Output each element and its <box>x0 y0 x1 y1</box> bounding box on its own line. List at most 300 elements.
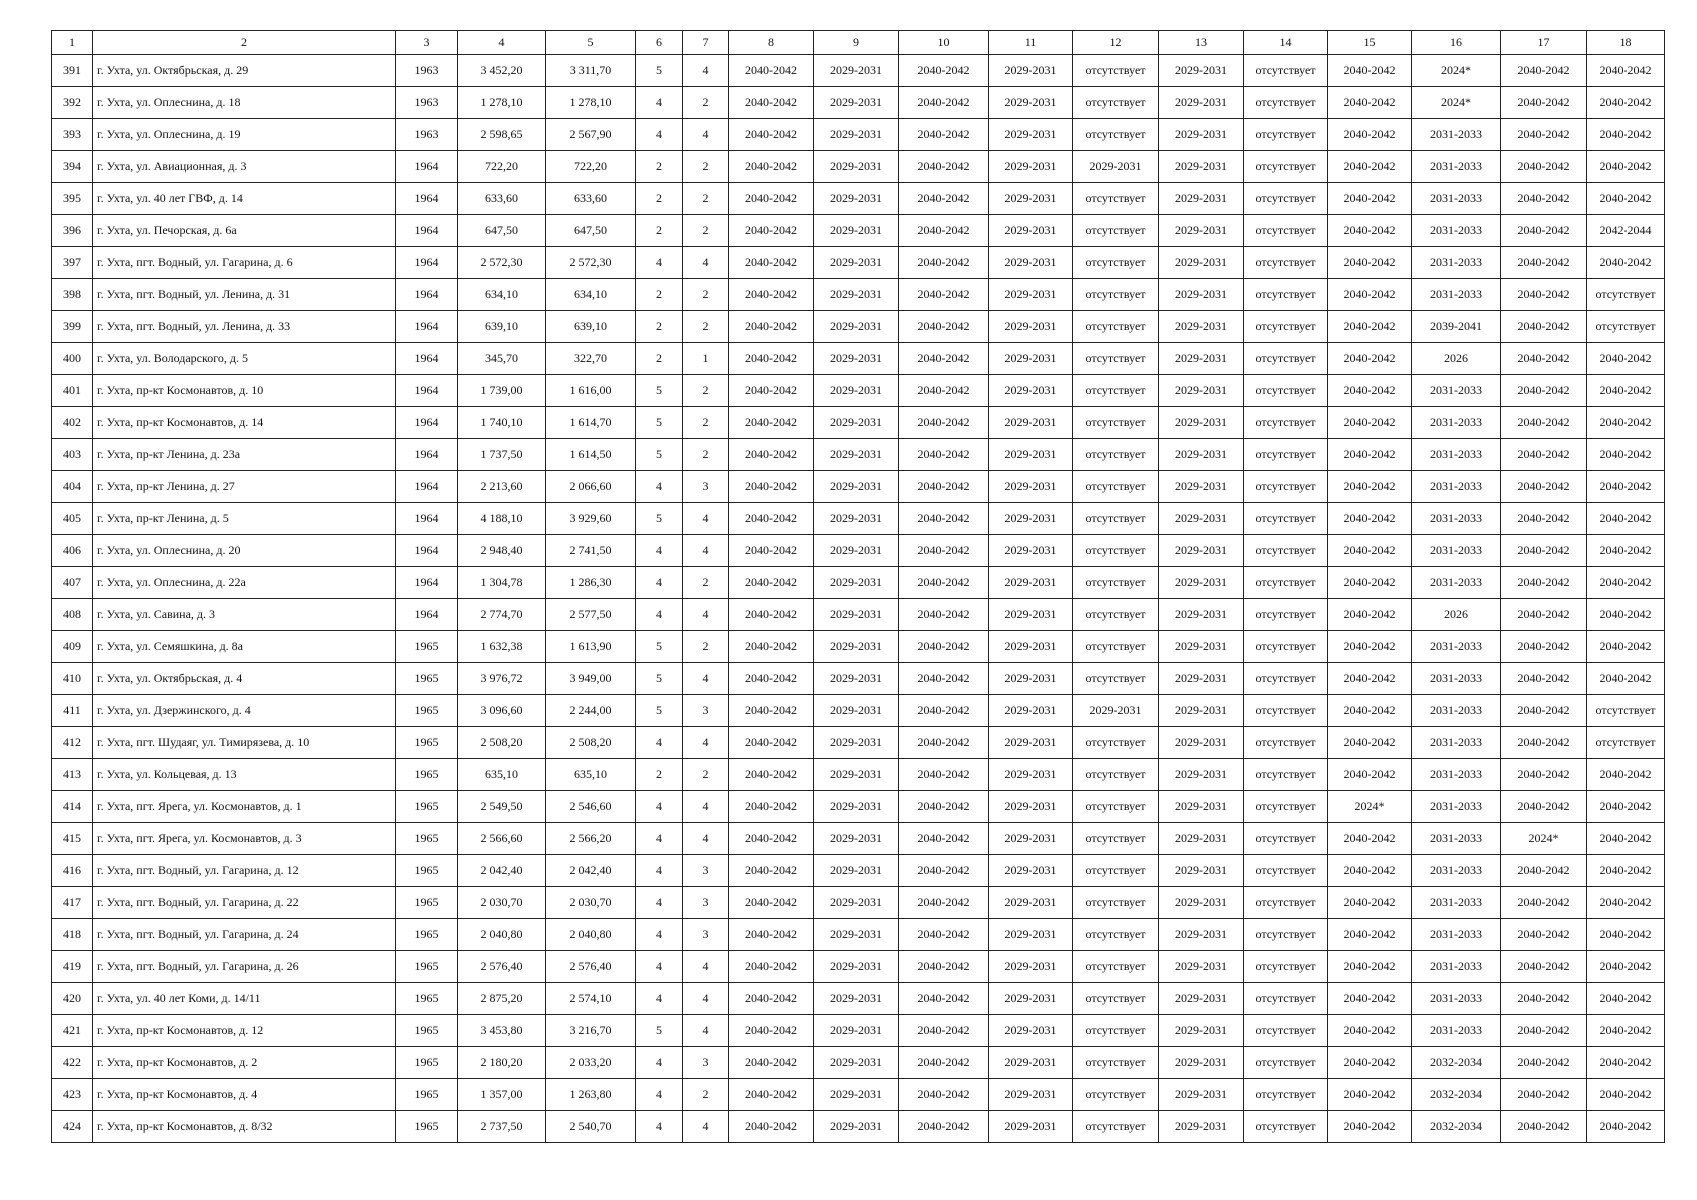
table-cell: 647,50 <box>458 215 546 247</box>
table-cell: отсутствует <box>1244 407 1328 439</box>
table-cell: 2040-2042 <box>729 407 814 439</box>
address-cell: г. Ухта, пр-кт Космонавтов, д. 2 <box>93 1047 396 1079</box>
table-cell: 3 <box>683 855 729 887</box>
table-cell: 2040-2042 <box>1587 1015 1665 1047</box>
table-cell: отсутствует <box>1244 855 1328 887</box>
table-cell: 4 <box>683 823 729 855</box>
table-cell: 3 452,20 <box>458 55 546 87</box>
table-cell: 2029-2031 <box>989 951 1073 983</box>
table-cell: 2029-2031 <box>814 727 899 759</box>
table-cell: 2040-2042 <box>1328 343 1412 375</box>
table-cell: 2040-2042 <box>899 151 989 183</box>
table-cell: 2040-2042 <box>1328 535 1412 567</box>
table-cell: 2029-2031 <box>814 119 899 151</box>
table-row <box>52 535 1665 567</box>
table-cell: 1 304,78 <box>458 567 546 599</box>
table-cell: 2040-2042 <box>729 471 814 503</box>
row-number-cell: 405 <box>52 503 93 535</box>
table-cell: 2040-2042 <box>1501 663 1587 695</box>
table-cell: 2040-2042 <box>899 1015 989 1047</box>
table-cell: отсутствует <box>1244 215 1328 247</box>
table-cell: 2040-2042 <box>1587 151 1665 183</box>
column-number-cell: 15 <box>1328 31 1412 55</box>
table-cell: 4 <box>636 791 683 823</box>
table-cell: 2 <box>683 1079 729 1111</box>
table-cell: 2040-2042 <box>1587 1111 1665 1143</box>
table-cell: 2026 <box>1412 599 1501 631</box>
table-cell: 4 <box>636 567 683 599</box>
table-cell: 2040-2042 <box>899 727 989 759</box>
table-cell: 1 <box>683 343 729 375</box>
table-cell: 1964 <box>396 279 458 311</box>
column-number-cell: 17 <box>1501 31 1587 55</box>
table-cell: 2040-2042 <box>899 503 989 535</box>
table-cell: отсутствует <box>1244 823 1328 855</box>
row-number-cell: 418 <box>52 919 93 951</box>
table-cell: 2029-2031 <box>1159 1015 1244 1047</box>
table-cell: 2040-2042 <box>899 247 989 279</box>
table-cell: 2040-2042 <box>729 343 814 375</box>
table-body <box>52 31 1665 1143</box>
table-row <box>52 567 1665 599</box>
table-cell: 2040-2042 <box>1501 279 1587 311</box>
table-cell: 2029-2031 <box>989 503 1073 535</box>
table-cell: 2029-2031 <box>1159 919 1244 951</box>
table-cell: 2029-2031 <box>1159 695 1244 727</box>
table-cell: 2031-2033 <box>1412 183 1501 215</box>
table-row <box>52 503 1665 535</box>
table-cell: 2040-2042 <box>1501 791 1587 823</box>
table-cell: 5 <box>636 55 683 87</box>
table-cell: 2040-2042 <box>729 503 814 535</box>
table-cell: 2040-2042 <box>899 439 989 471</box>
table-cell: 2029-2031 <box>814 55 899 87</box>
register-table <box>51 30 1665 1143</box>
table-cell: 2029-2031 <box>1159 663 1244 695</box>
table-cell: 2 546,60 <box>546 791 636 823</box>
table-cell: 2029-2031 <box>989 183 1073 215</box>
table-row <box>52 663 1665 695</box>
table-cell: 2040-2042 <box>1328 1047 1412 1079</box>
table-cell: 647,50 <box>546 215 636 247</box>
table-cell: 2029-2031 <box>989 55 1073 87</box>
table-cell: 4 <box>636 599 683 631</box>
row-number-cell: 391 <box>52 55 93 87</box>
row-number-cell: 397 <box>52 247 93 279</box>
table-row <box>52 791 1665 823</box>
table-cell: отсутствует <box>1244 535 1328 567</box>
table-cell: 2024* <box>1412 55 1501 87</box>
address-cell: г. Ухта, ул. Печорская, д. 6а <box>93 215 396 247</box>
table-cell: 4 <box>683 727 729 759</box>
table-cell: 2029-2031 <box>989 343 1073 375</box>
table-cell: отсутствует <box>1244 119 1328 151</box>
address-cell: г. Ухта, ул. Семяшкина, д. 8а <box>93 631 396 663</box>
table-cell: 2040-2042 <box>729 535 814 567</box>
table-cell: 2029-2031 <box>989 311 1073 343</box>
table-cell: 2029-2031 <box>814 1111 899 1143</box>
table-cell: 2040-2042 <box>1501 887 1587 919</box>
table-cell: 2029-2031 <box>1159 471 1244 503</box>
table-cell: 2029-2031 <box>989 87 1073 119</box>
table-cell: 3 096,60 <box>458 695 546 727</box>
address-cell: г. Ухта, ул. Володарского, д. 5 <box>93 343 396 375</box>
table-cell: 3 949,00 <box>546 663 636 695</box>
table-cell: 2031-2033 <box>1412 407 1501 439</box>
row-number-cell: 410 <box>52 663 93 695</box>
table-cell: 2040-2042 <box>1328 983 1412 1015</box>
table-cell: 2040-2042 <box>729 791 814 823</box>
table-cell: 1964 <box>396 599 458 631</box>
table-cell: 2029-2031 <box>989 439 1073 471</box>
table-cell: 4 <box>683 663 729 695</box>
table-cell: отсутствует <box>1244 631 1328 663</box>
column-number-cell: 4 <box>458 31 546 55</box>
table-cell: 2029-2031 <box>1159 343 1244 375</box>
table-cell: отсутствует <box>1073 55 1159 87</box>
table-cell: 4 <box>636 887 683 919</box>
table-cell: 2029-2031 <box>1159 279 1244 311</box>
table-cell: 2029-2031 <box>989 983 1073 1015</box>
table-cell: 2029-2031 <box>989 919 1073 951</box>
table-cell: 2031-2033 <box>1412 439 1501 471</box>
table-cell: 3 <box>683 1047 729 1079</box>
table-row <box>52 599 1665 631</box>
table-cell: отсутствует <box>1244 791 1328 823</box>
table-cell: 2 948,40 <box>458 535 546 567</box>
table-cell: 2029-2031 <box>1159 215 1244 247</box>
table-cell: 2029-2031 <box>989 599 1073 631</box>
table-cell: 2040-2042 <box>1501 919 1587 951</box>
table-cell: 3 <box>683 919 729 951</box>
table-cell: 2 <box>683 375 729 407</box>
table-cell: 2040-2042 <box>1501 695 1587 727</box>
table-cell: 3 311,70 <box>546 55 636 87</box>
column-number-cell: 5 <box>546 31 636 55</box>
table-cell: 2029-2031 <box>1159 567 1244 599</box>
row-number-cell: 408 <box>52 599 93 631</box>
table-cell: 2040-2042 <box>1501 151 1587 183</box>
table-cell: 2040-2042 <box>729 951 814 983</box>
table-cell: 2040-2042 <box>1587 471 1665 503</box>
table-cell: 2040-2042 <box>729 247 814 279</box>
table-cell: 4 <box>683 247 729 279</box>
address-cell: г. Ухта, ул. Оплеснина, д. 20 <box>93 535 396 567</box>
table-cell: 2 <box>683 183 729 215</box>
table-cell: 2031-2033 <box>1412 823 1501 855</box>
table-cell: 2029-2031 <box>814 695 899 727</box>
row-number-cell: 396 <box>52 215 93 247</box>
table-cell: 1 632,38 <box>458 631 546 663</box>
table-cell: 4 <box>636 247 683 279</box>
column-number-cell: 9 <box>814 31 899 55</box>
table-cell: 2040-2042 <box>1501 535 1587 567</box>
table-cell: 2029-2031 <box>814 663 899 695</box>
table-cell: 3 <box>683 471 729 503</box>
table-cell: 635,10 <box>546 759 636 791</box>
table-row <box>52 1047 1665 1079</box>
table-row <box>52 1015 1665 1047</box>
table-cell: 2 566,20 <box>546 823 636 855</box>
table-row <box>52 439 1665 471</box>
table-cell: 2040-2042 <box>1328 919 1412 951</box>
address-cell: г. Ухта, пр-кт Ленина, д. 5 <box>93 503 396 535</box>
row-number-cell: 417 <box>52 887 93 919</box>
table-cell: 2 540,70 <box>546 1111 636 1143</box>
table-cell: 2029-2031 <box>814 215 899 247</box>
table-row <box>52 215 1665 247</box>
table-cell: 2040-2042 <box>899 215 989 247</box>
table-cell: отсутствует <box>1073 855 1159 887</box>
table-cell: 2040-2042 <box>1501 375 1587 407</box>
table-cell: 5 <box>636 1015 683 1047</box>
address-cell: г. Ухта, ул. Оплеснина, д. 22а <box>93 567 396 599</box>
table-cell: 1963 <box>396 87 458 119</box>
table-cell: 2029-2031 <box>989 471 1073 503</box>
address-cell: г. Ухта, пр-кт Космонавтов, д. 10 <box>93 375 396 407</box>
column-number-cell: 11 <box>989 31 1073 55</box>
table-cell: 2040-2042 <box>729 695 814 727</box>
table-cell: отсутствует <box>1073 119 1159 151</box>
table-cell: 4 <box>683 951 729 983</box>
table-cell: 2040-2042 <box>899 183 989 215</box>
table-cell: 2040-2042 <box>1328 855 1412 887</box>
column-number-cell: 6 <box>636 31 683 55</box>
table-cell: 2040-2042 <box>1328 1111 1412 1143</box>
address-cell: г. Ухта, ул. Октябрьская, д. 4 <box>93 663 396 695</box>
table-cell: 2040-2042 <box>899 1047 989 1079</box>
table-cell: 3 453,80 <box>458 1015 546 1047</box>
row-number-cell: 411 <box>52 695 93 727</box>
table-cell: 2029-2031 <box>1159 791 1244 823</box>
table-cell: 2 576,40 <box>458 951 546 983</box>
table-cell: 1 739,00 <box>458 375 546 407</box>
address-cell: г. Ухта, пгт. Ярега, ул. Космонавтов, д. 1 <box>93 791 396 823</box>
column-number-cell: 2 <box>93 31 396 55</box>
table-cell: 2040-2042 <box>729 887 814 919</box>
table-cell: 2040-2042 <box>729 311 814 343</box>
table-cell: 2 <box>683 215 729 247</box>
table-cell: 2029-2031 <box>1159 87 1244 119</box>
row-number-cell: 422 <box>52 1047 93 1079</box>
table-cell: 2029-2031 <box>1159 759 1244 791</box>
table-cell: 1 737,50 <box>458 439 546 471</box>
table-cell: 1964 <box>396 535 458 567</box>
table-cell: 4 <box>683 119 729 151</box>
table-cell: 2040-2042 <box>1587 503 1665 535</box>
table-cell: 2029-2031 <box>989 119 1073 151</box>
address-cell: г. Ухта, пгт. Водный, ул. Ленина, д. 33 <box>93 311 396 343</box>
address-cell: г. Ухта, пр-кт Ленина, д. 23а <box>93 439 396 471</box>
table-cell: 2040-2042 <box>899 663 989 695</box>
table-row <box>52 55 1665 87</box>
table-cell: 3 <box>683 695 729 727</box>
table-cell: 2 <box>636 183 683 215</box>
table-cell: 2040-2042 <box>1501 567 1587 599</box>
table-cell: 2040-2042 <box>1328 375 1412 407</box>
table-cell: 2029-2031 <box>814 1047 899 1079</box>
table-cell: 2040-2042 <box>1587 375 1665 407</box>
table-cell: 1 613,90 <box>546 631 636 663</box>
table-cell: 2040-2042 <box>1501 55 1587 87</box>
table-cell: 4 <box>636 119 683 151</box>
table-cell: отсутствует <box>1244 887 1328 919</box>
table-cell: 2 875,20 <box>458 983 546 1015</box>
table-cell: 3 929,60 <box>546 503 636 535</box>
table-cell: 2 <box>683 567 729 599</box>
table-cell: 2040-2042 <box>1328 439 1412 471</box>
table-cell: 2032-2034 <box>1412 1047 1501 1079</box>
table-cell: 2040-2042 <box>1587 791 1665 823</box>
table-cell: 2 574,10 <box>546 983 636 1015</box>
table-cell: 5 <box>636 439 683 471</box>
table-cell: 4 <box>683 791 729 823</box>
table-cell: 5 <box>636 375 683 407</box>
table-cell: 2 <box>683 311 729 343</box>
table-cell: 2040-2042 <box>899 695 989 727</box>
table-cell: 2040-2042 <box>1501 311 1587 343</box>
table-cell: 2029-2031 <box>814 599 899 631</box>
table-cell: 633,60 <box>546 183 636 215</box>
table-cell: 2040-2042 <box>1328 151 1412 183</box>
table-cell: 2040-2042 <box>899 951 989 983</box>
table-cell: 2029-2031 <box>814 823 899 855</box>
table-cell: 2031-2033 <box>1412 631 1501 663</box>
table-cell: 4 <box>636 1079 683 1111</box>
table-cell: отсутствует <box>1244 1079 1328 1111</box>
table-cell: 1964 <box>396 375 458 407</box>
table-cell: 1 616,00 <box>546 375 636 407</box>
table-cell: 2029-2031 <box>989 887 1073 919</box>
table-cell: 2029-2031 <box>989 791 1073 823</box>
table-cell: 2040-2042 <box>729 599 814 631</box>
column-number-cell: 16 <box>1412 31 1501 55</box>
table-cell: 2040-2042 <box>899 1079 989 1111</box>
table-cell: 2040-2042 <box>899 631 989 663</box>
table-cell: 2040-2042 <box>899 279 989 311</box>
table-cell: 2029-2031 <box>1159 407 1244 439</box>
table-cell: 4 <box>636 1047 683 1079</box>
table-cell: 1 357,00 <box>458 1079 546 1111</box>
table-cell: 2040-2042 <box>729 215 814 247</box>
table-cell: 1965 <box>396 759 458 791</box>
table-cell: 2040-2042 <box>1587 951 1665 983</box>
table-cell: 2040-2042 <box>1328 407 1412 439</box>
table-cell: 2040-2042 <box>899 599 989 631</box>
table-cell: 2 030,70 <box>458 887 546 919</box>
table-cell: 2031-2033 <box>1412 855 1501 887</box>
table-cell: отсутствует <box>1244 471 1328 503</box>
table-cell: 2040-2042 <box>899 87 989 119</box>
address-cell: г. Ухта, пгт. Водный, ул. Гагарина, д. 22 <box>93 887 396 919</box>
table-cell: 2 572,30 <box>546 247 636 279</box>
table-cell: 2 <box>636 759 683 791</box>
table-cell: отсутствует <box>1073 535 1159 567</box>
table-cell: 2040-2042 <box>1328 599 1412 631</box>
row-number-cell: 395 <box>52 183 93 215</box>
table-cell: 2040-2042 <box>1328 471 1412 503</box>
table-cell: 2029-2031 <box>814 183 899 215</box>
table-cell: 2040-2042 <box>1328 183 1412 215</box>
table-cell: отсутствует <box>1073 87 1159 119</box>
table-cell: 4 <box>636 919 683 951</box>
table-cell: 4 <box>636 87 683 119</box>
row-number-cell: 413 <box>52 759 93 791</box>
table-cell: 2 033,20 <box>546 1047 636 1079</box>
table-cell: 2029-2031 <box>1159 1079 1244 1111</box>
table-cell: 1 614,70 <box>546 407 636 439</box>
table-cell: 2 244,00 <box>546 695 636 727</box>
table-cell: отсутствует <box>1073 1111 1159 1143</box>
address-cell: г. Ухта, пгт. Шудаяг, ул. Тимирязева, д. 10 <box>93 727 396 759</box>
table-cell: 1963 <box>396 55 458 87</box>
table-cell: 2040-2042 <box>1587 823 1665 855</box>
table-row <box>52 887 1665 919</box>
table-cell: отсутствует <box>1244 1015 1328 1047</box>
table-cell: 2040-2042 <box>899 983 989 1015</box>
table-cell: 4 <box>683 1015 729 1047</box>
table-cell: отсутствует <box>1244 727 1328 759</box>
table-cell: 1965 <box>396 855 458 887</box>
address-cell: г. Ухта, ул. Оплеснина, д. 18 <box>93 87 396 119</box>
header-row <box>52 31 1665 55</box>
table-cell: 2031-2033 <box>1412 375 1501 407</box>
table-cell: 2040-2042 <box>1501 503 1587 535</box>
table-cell: 4 <box>683 535 729 567</box>
table-cell: 2040-2042 <box>729 983 814 1015</box>
column-number-cell: 13 <box>1159 31 1244 55</box>
table-cell: 5 <box>636 631 683 663</box>
table-cell: 2 <box>636 343 683 375</box>
table-cell: 2029-2031 <box>814 247 899 279</box>
table-cell: 2040-2042 <box>1501 215 1587 247</box>
table-cell: 2029-2031 <box>1159 439 1244 471</box>
table-cell: отсутствует <box>1587 695 1665 727</box>
table-cell: 2029-2031 <box>989 663 1073 695</box>
table-cell: 2029-2031 <box>989 1015 1073 1047</box>
table-cell: 2029-2031 <box>989 567 1073 599</box>
table-cell: отсутствует <box>1073 247 1159 279</box>
address-cell: г. Ухта, пр-кт Космонавтов, д. 14 <box>93 407 396 439</box>
table-cell: 2 066,60 <box>546 471 636 503</box>
table-cell: 722,20 <box>458 151 546 183</box>
table-row <box>52 1111 1665 1143</box>
table-row <box>52 855 1665 887</box>
table-cell: 639,10 <box>546 311 636 343</box>
row-number-cell: 407 <box>52 567 93 599</box>
table-cell: 2 040,80 <box>458 919 546 951</box>
table-cell: 2029-2031 <box>989 1047 1073 1079</box>
row-number-cell: 416 <box>52 855 93 887</box>
table-cell: 2040-2042 <box>729 1015 814 1047</box>
table-cell: отсутствует <box>1073 311 1159 343</box>
table-cell: 2040-2042 <box>729 727 814 759</box>
table-cell: 4 <box>636 983 683 1015</box>
row-number-cell: 394 <box>52 151 93 183</box>
table-cell: 2031-2033 <box>1412 471 1501 503</box>
table-cell: 2040-2042 <box>1501 247 1587 279</box>
table-cell: 2040-2042 <box>1587 1047 1665 1079</box>
table-cell: 5 <box>636 503 683 535</box>
table-cell: 2040-2042 <box>1328 567 1412 599</box>
table-cell: 2040-2042 <box>1328 759 1412 791</box>
table-cell: 2029-2031 <box>814 855 899 887</box>
table-cell: 2040-2042 <box>1328 695 1412 727</box>
table-cell: 2029-2031 <box>814 343 899 375</box>
table-cell: 2029-2031 <box>1159 535 1244 567</box>
address-cell: г. Ухта, ул. 40 лет ГВФ, д. 14 <box>93 183 396 215</box>
table-cell: 2029-2031 <box>989 215 1073 247</box>
